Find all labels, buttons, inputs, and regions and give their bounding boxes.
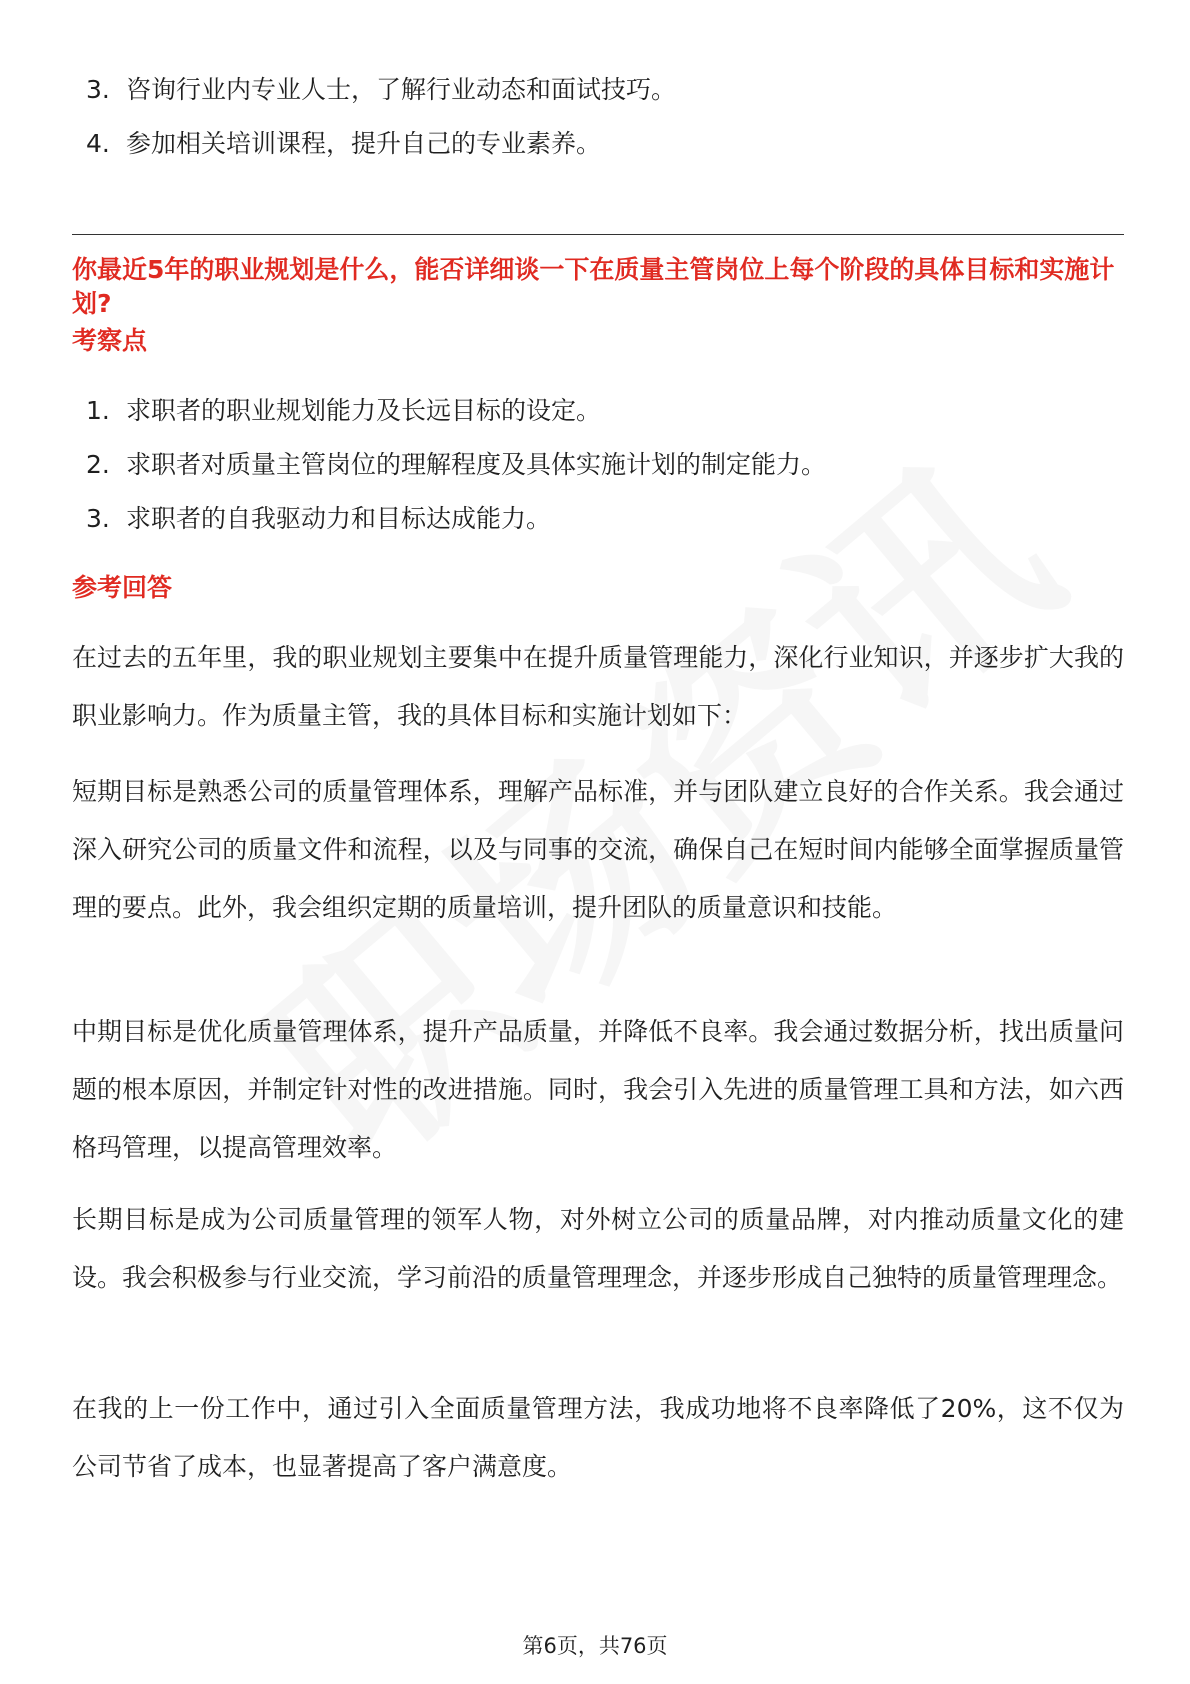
list-text: 求职者的自我驱动力和目标达成能力。 <box>126 504 552 533</box>
list-item <box>86 75 676 105</box>
list-number: 3. <box>86 75 110 104</box>
list-text: 求职者对质量主管岗位的理解程度及具体实施计划的制定能力。 <box>126 450 827 479</box>
answer-paragraph: 在我的上一份工作中，通过引入全面质量管理方法，我成功地将不良率降低了20%，这不仅为公司节省了成本，也显著提高了客户满意度。 <box>72 1394 1124 1481</box>
list-number: 4. <box>86 129 110 158</box>
answer-paragraph: 长期目标是成为公司质量管理的领军人物，对外树立公司的质量品牌，对内推动质量文化的建设。我会积极参与行业交流，学习前沿的质量管理理念，并逐步形成自己独特的质量管理理念。 <box>72 1205 1124 1292</box>
question-heading: 你最近5年的职业规划是什么，能否详细谈一下在质量主管岗位上每个阶段的具体目标和实施计划? <box>72 255 1115 318</box>
list-item <box>86 129 601 159</box>
answer-paragraph: 中期目标是优化质量管理体系，提升产品质量，并降低不良率。我会通过数据分析，找出质量问题的根本原因，并制定针对性的改进措施。同时，我会引入先进的质量管理工具和方法，如六西格玛管理，以提高管理效率。 <box>72 1017 1124 1162</box>
list-item <box>86 396 601 426</box>
document-page <box>72 0 1124 1684</box>
list-text: 求职者的职业规划能力及长远目标的设定。 <box>126 396 602 425</box>
list-item <box>86 504 551 534</box>
list-number: 2. <box>86 450 110 479</box>
list-number: 3. <box>86 504 110 533</box>
list-item <box>86 450 826 480</box>
page-footer: 第6页，共76页 <box>522 1634 668 1658</box>
answer-paragraph: 短期目标是熟悉公司的质量管理体系，理解产品标准，并与团队建立良好的合作关系。我会通过深入研究公司的质量文件和流程，以及与同事的交流，确保自己在短时间内能够全面掌握质量管理的要点。此外，我会组织定期的质量培训，提升团队的质量意识和技能。 <box>72 777 1124 922</box>
list-text: 咨询行业内专业人士，了解行业动态和面试技巧。 <box>126 75 677 104</box>
answer-paragraph: 在过去的五年里，我的职业规划主要集中在提升质量管理能力，深化行业知识，并逐步扩大我的职业影响力。作为质量主管，我的具体目标和实施计划如下： <box>72 643 1124 730</box>
list-number: 1. <box>86 396 110 425</box>
section-divider <box>72 234 1124 235</box>
answer-label: 参考回答 <box>72 573 173 602</box>
points-label: 考察点 <box>72 326 148 355</box>
list-text: 参加相关培训课程，提升自己的专业素养。 <box>126 129 602 158</box>
